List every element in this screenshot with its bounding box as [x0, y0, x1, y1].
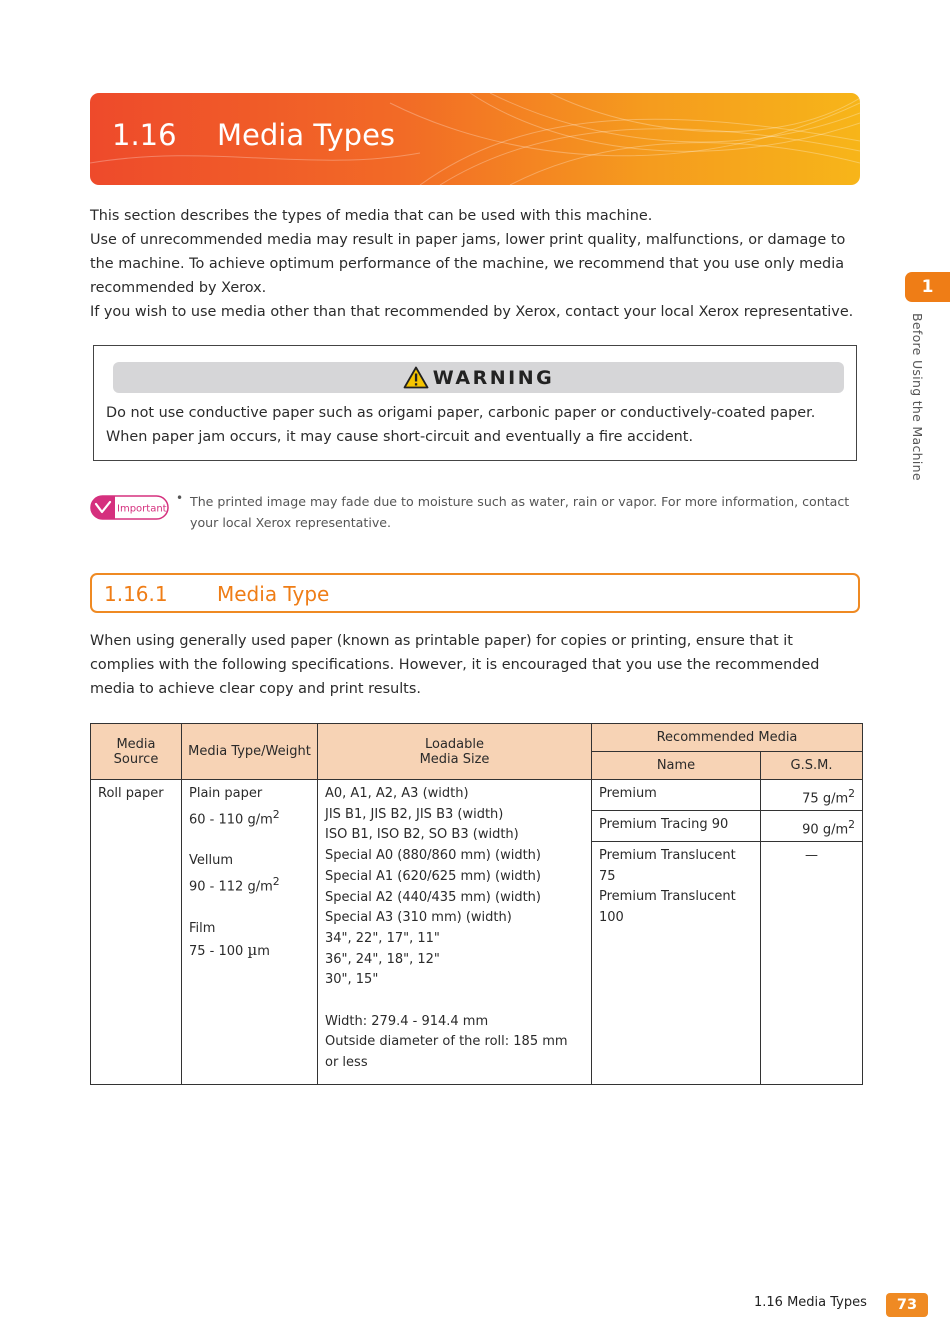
header-name: Name [592, 752, 761, 780]
subsection-intro: When using generally used paper (known as printable paper) for copies or printing, ensure that it complies with the following specifications. However, it is encouraged that you use the recommended media to achieve clear copy and print results. [90, 633, 820, 697]
cell-recommended-gsm: 75 $g/m^2$ [761, 780, 863, 811]
warning-text: Do not use conductive paper such as origami paper, carbonic paper or conductively-coated paper. When paper jam occurs, it may cause short-circuit and eventually a fire accident. [106, 405, 816, 445]
footer-section-label: 1.16 Media Types [754, 1295, 867, 1310]
section-number: 1.16 [112, 118, 177, 152]
section-banner [90, 93, 860, 185]
cell-media-source: Roll paper [91, 780, 182, 1085]
important-bullet: • [176, 491, 184, 505]
media-spec-table [90, 723, 863, 1085]
banner-wave-decoration [90, 93, 860, 185]
important-badge-icon [90, 495, 170, 521]
section-title: Media Types [217, 118, 396, 152]
chapter-label: Before Using the Machine [910, 313, 925, 481]
chapter-tab: 1 [905, 272, 950, 302]
important-text: The printed image may fade due to moisture such as water, rain or vapor. For more information, contact your local Xerox representative. [190, 494, 850, 530]
header-gsm: G.S.M. [761, 752, 863, 780]
cell-recommended-gsm: 90 $g/m^2$ [761, 811, 863, 842]
cell-loadable-media-size: A0, A1, A2, A3 (width) JIS B1, JIS B2, JIS B3 (width) ISO B1, ISO B2, SO B3 (width) Special A0 (880/860 mm) (width) Special A1 (620/625 mm) (width) Special A2 (440/435 mm) (width) Special A3 (310 mm) (width) 34", 22", 17", 11" 36", 24", 18", 12" 30", 15" Width: 279.4 - 914.4 mm Outside diameter of the roll: 185 mm or less [318, 780, 592, 1085]
warning-triangle-icon [403, 366, 429, 389]
page-number: 73 [886, 1293, 928, 1317]
header-media-source: Media Source [91, 724, 182, 780]
header-media-type-weight: Media Type/Weight [182, 724, 318, 780]
cell-media-type-weight: Plain paper 60 - 110 $g/m^2$ Vellum 90 - 112 $g/m^2$ Film 75 - 100 µm [182, 780, 318, 1085]
cell-recommended-name: Premium Translucent 75 Premium Translucent 100 [592, 842, 761, 1085]
cell-recommended-name: Premium Tracing 90 [592, 811, 761, 842]
table-header-row [91, 724, 863, 752]
subsection-title: Media Type [217, 582, 330, 606]
intro-paragraph: This section describes the types of media that can be used with this machine. [90, 208, 653, 224]
subsection-heading [90, 573, 860, 613]
intro-text [90, 204, 860, 324]
warning-box [93, 345, 857, 461]
cell-recommended-gsm: — [761, 842, 863, 1085]
subsection-number: 1.16.1 [104, 582, 168, 606]
intro-paragraph: If you wish to use media other than that recommended by Xerox, contact your local Xerox representative. [90, 304, 854, 320]
important-badge-label: Important [117, 503, 167, 515]
header-loadable-media-size: Loadable Media Size [318, 724, 592, 780]
warning-title: WARNING [432, 366, 555, 389]
warning-header [113, 362, 844, 393]
cell-recommended-name: Premium [592, 780, 761, 811]
intro-paragraph: Use of unrecommended media may result in paper jams, lower print quality, malfunctions, or damage to the machine. To achieve optimum performance of the machine, we recommend that you use only media recommended by Xerox. [90, 232, 846, 296]
header-recommended-media: Recommended Media [592, 724, 863, 752]
table-row [91, 780, 863, 811]
